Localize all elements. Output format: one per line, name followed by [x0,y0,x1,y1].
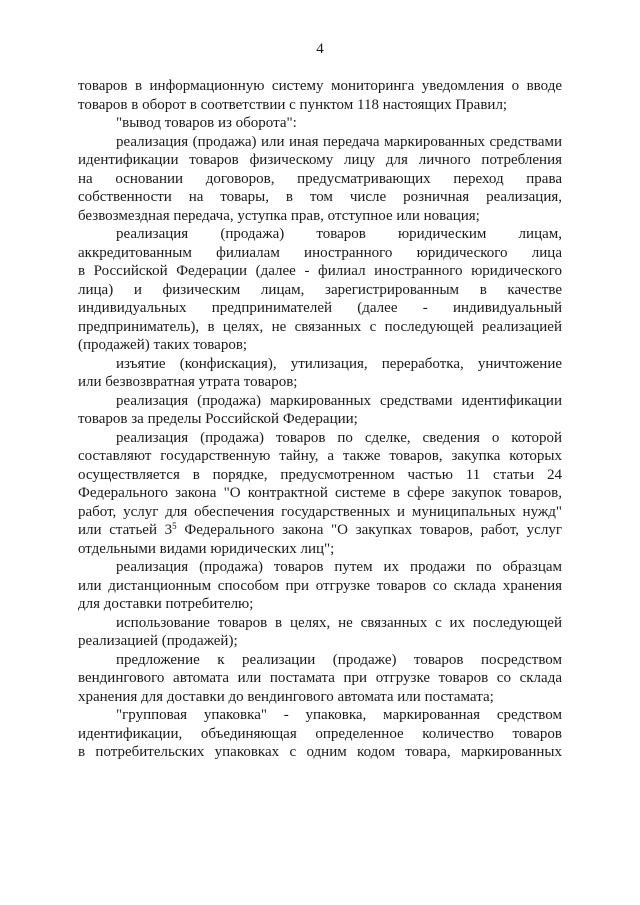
text-line: товаров в информационную систему мониторинга уведомления о вводе [78,78,562,94]
text-line: реализация (продажа) товаров путем их продажи по образцам [116,559,562,575]
text-line: "групповая упаковка" - упаковка, маркированная средством [116,707,562,723]
text-line [78,521,562,540]
text-line: индивидуальных предпринимателей (далее - индивидуальный [78,300,562,316]
text-line: безвозмездная передача, уступка прав, отступное или новация; [78,207,480,224]
text-line: идентификации товаров физическому лицу для личного потребления [78,152,562,168]
text-line: "вывод товаров из оборота": [116,115,297,131]
text-line: реализация (продажа) маркированных средствами идентификации [116,392,562,409]
text-line: хранения для доставки до вендингового автомата или постамата; [78,688,494,705]
text-line: использование товаров в целях, не связанных с их последующей [116,614,562,631]
text-line: изъятие (конфискация), утилизация, переработка, уничтожение [116,355,562,372]
text-line: лица) и физическим лицам, зарегистрированным в качестве [78,281,562,298]
text-line: или дистанционным способом при отгрузке товаров со склада хранения [78,577,562,594]
text-line: осуществляется в порядке, предусмотренном частью 11 статьи 24 [78,466,562,483]
text-line: предложение к реализации (продаже) товаров посредством [116,651,562,668]
text-line: реализация (продажа) или иная передача маркированных средствами [116,133,562,150]
text-line: составляют государственную тайну, а также товаров, закупка которых [78,448,562,464]
text-line: или безвозвратная утрата товаров; [78,374,298,390]
text-line: реализация (продажа) товаров юридическим лицам, [116,226,562,242]
text-line: собственности на товары, в том числе розничная реализация, [78,189,562,205]
text-line: товаров за пределы Российской Федерации; [78,411,358,427]
text-line: реализацией (продажей); [78,633,238,649]
text-line: работ, услуг для обеспечения государственных и муниципальных нужд" [78,503,562,520]
text-line: для доставки потребителю; [78,596,254,612]
text-line: реализация (продажа) товаров по сделке, сведения о которой [116,429,562,446]
text-line: предприниматель), в целях, не связанных с последующей реализацией [78,318,562,335]
text-line: идентификации, объединяющая определенное количество товаров [78,725,562,742]
text-line: (продажей) таких товаров; [78,337,248,353]
text-line: вендингового автомата или постамата при отгрузке товаров со склада [78,670,562,686]
text-line: на основании договоров, предусматривающих переход права [78,170,562,187]
text-line: товаров в оборот в соответствии с пунктом 118 настоящих Правил; [78,96,508,113]
text-line: отдельными видами юридических лиц"; [78,540,335,557]
document-body [78,77,562,762]
text-line: в потребительских упаковках с одним кодом товара, маркированных [78,744,562,760]
text-segment: или статьей 3 [78,522,173,538]
text-segment: Федерального закона "О закупках товаров, работ, услуг [176,522,562,538]
page-number: 4 [316,41,324,57]
text-line: Федерального закона "О контрактной системе в сфере закупок товаров, [78,485,562,501]
text-line: в Российской Федерации (далее - филиал иностранного юридического [78,263,562,279]
text-line: аккредитованным филиалам иностранного юридического лица [78,244,562,261]
superscript: 5 [172,521,177,531]
